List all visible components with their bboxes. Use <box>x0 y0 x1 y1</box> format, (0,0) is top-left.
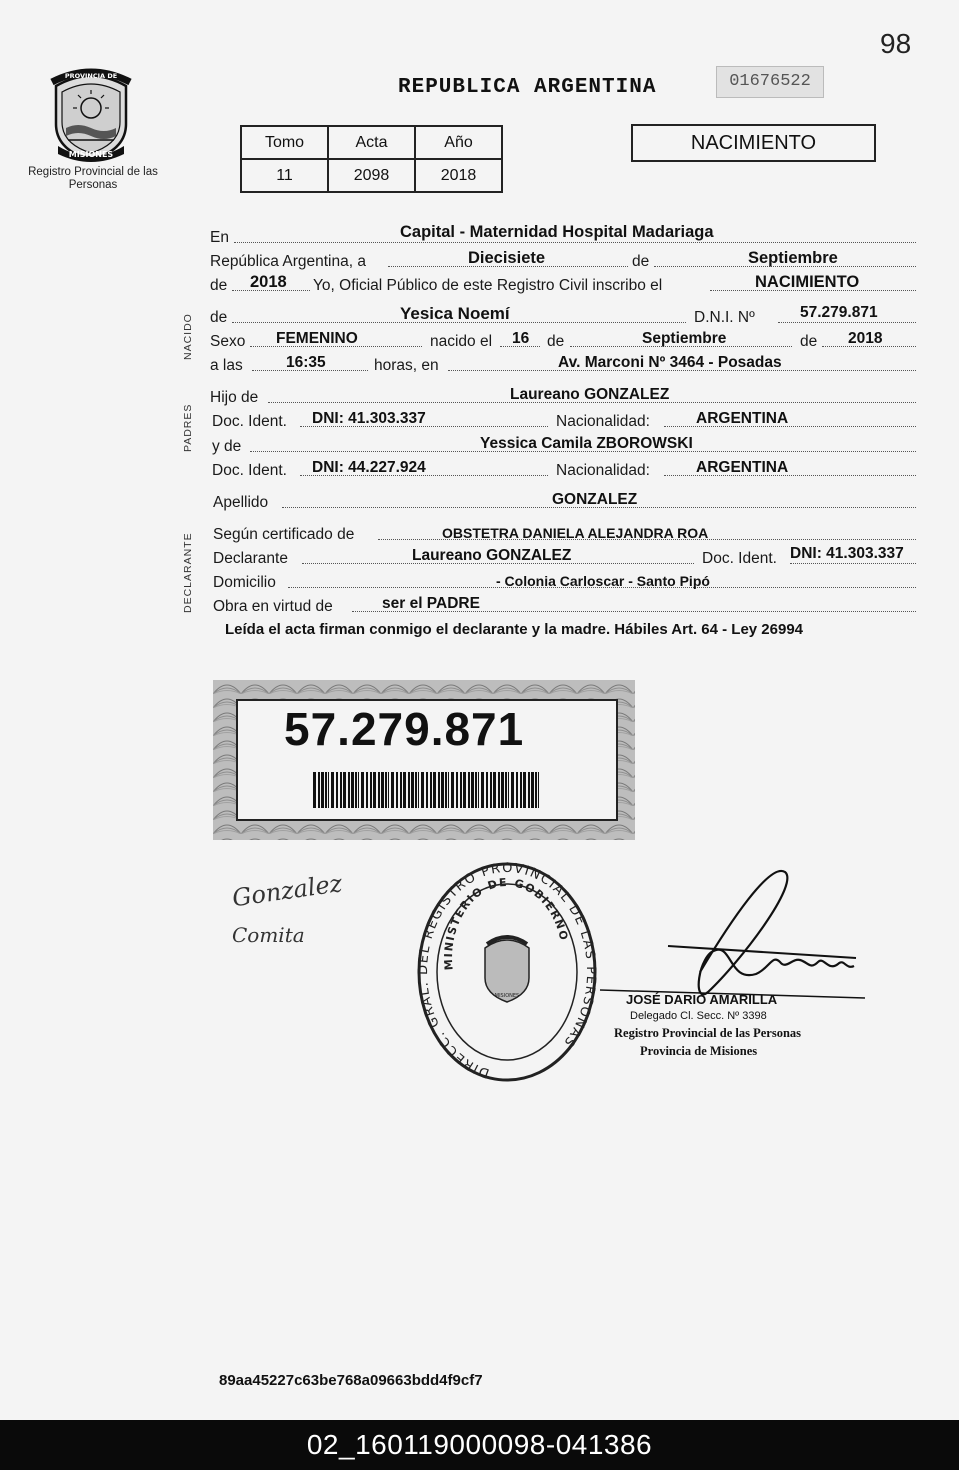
barcode-bar <box>438 772 440 808</box>
official-role: Delegado Cl. Secc. Nº 3398 <box>630 1010 767 1022</box>
label-obra: Obra en virtud de <box>213 598 333 615</box>
value-domicilio: - Colonia Carloscar - Santo Pipó <box>496 573 710 589</box>
barcode-bar <box>396 772 398 808</box>
row-hora <box>210 351 918 375</box>
barcode-bar <box>528 772 530 808</box>
barcode-bar <box>516 772 518 808</box>
label-de-anio: de <box>210 277 228 294</box>
barcode-bar <box>331 772 334 808</box>
row-padre-doc <box>210 407 918 431</box>
row-obra <box>210 592 918 616</box>
barcode-bar <box>441 772 444 808</box>
value-anio: 2018 <box>415 159 502 192</box>
barcode-bar <box>478 772 479 808</box>
barcode-bar <box>493 772 496 808</box>
value-lugar-inscripcion: Capital - Maternidad Hospital Madariaga <box>400 223 714 241</box>
barcode-bar <box>403 772 406 808</box>
label-republica: República Argentina, a <box>210 253 366 270</box>
act-type-box: NACIMIENTO <box>631 124 876 162</box>
section-label-declarante: DECLARANTE <box>182 532 194 613</box>
barcode-bar <box>355 772 357 808</box>
value-anio-inscripcion: 2018 <box>250 273 287 291</box>
barcode-bar <box>451 772 454 808</box>
barcode-bar <box>498 772 500 808</box>
value-madre-doc: DNI: 44.227.924 <box>312 459 426 476</box>
barcode-bar <box>481 772 484 808</box>
label-declarante: Declarante <box>213 550 288 567</box>
barcode-bar <box>361 772 364 808</box>
label-dni: D.N.I. Nº <box>694 309 755 326</box>
barcode-bar <box>340 772 342 808</box>
row-padre <box>210 383 918 407</box>
label-hijo-de: Hijo de <box>210 389 259 406</box>
barcode-bar <box>475 772 477 808</box>
value-dia: Diecisiete <box>468 249 546 267</box>
barcode-bar <box>523 772 526 808</box>
value-lugar-nacimiento: Av. Marconi Nº 3464 - Posadas <box>558 354 782 371</box>
registry-table <box>240 125 503 193</box>
label-de-nac-mes: de <box>547 333 565 350</box>
barcode-bar <box>328 772 329 808</box>
barcode-bar <box>445 772 447 808</box>
header-tomo: Tomo <box>241 126 328 159</box>
value-certificado: OBSTETRA DANIELA ALEJANDRA ROA <box>442 525 709 541</box>
barcode-bar <box>418 772 419 808</box>
label-nacido-el: nacido el <box>430 333 493 350</box>
barcode-bar <box>511 772 514 808</box>
label-nacionalidad-padre: Nacionalidad: <box>556 413 650 430</box>
value-hora: 16:35 <box>286 354 326 371</box>
header-acta: Acta <box>328 126 415 159</box>
barcode-bar <box>421 772 424 808</box>
barcode-bar <box>490 772 492 808</box>
label-doc-padre: Doc. Ident. <box>212 413 287 430</box>
barcode-bar <box>388 772 389 808</box>
official-name: JOSÉ DARIO AMARILLA <box>626 992 778 1007</box>
row-fecha <box>210 247 918 271</box>
barcode-bar <box>325 772 327 808</box>
serial-number: 01676522 <box>716 66 824 98</box>
barcode-bar <box>486 772 488 808</box>
dni-sticker-number: 57.279.871 <box>284 703 525 755</box>
row-sexo <box>210 327 918 351</box>
value-nac-anio: 2018 <box>848 330 883 347</box>
misiones-coat-of-arms-logo <box>48 66 134 162</box>
barcode-bar <box>318 772 320 808</box>
barcode-bar <box>538 772 539 808</box>
section-label-padres: PADRES <box>182 403 194 452</box>
label-doc-madre: Doc. Ident. <box>212 462 287 479</box>
barcode-bar <box>336 772 338 808</box>
handwriting-comita: Comita <box>232 923 305 947</box>
barcode-bar <box>463 772 466 808</box>
barcode-bar <box>385 772 387 808</box>
barcode-bar <box>373 772 376 808</box>
barcode-bar <box>321 772 324 808</box>
label-certificado: Según certificado de <box>213 526 355 543</box>
label-apellido: Apellido <box>213 494 269 511</box>
handwritten-signature-madre <box>228 862 348 952</box>
barcode-bar <box>370 772 372 808</box>
value-padre-nacionalidad: ARGENTINA <box>696 410 789 427</box>
value-mes: Septiembre <box>748 249 838 267</box>
official-signature <box>580 862 870 1012</box>
barcode-bar <box>343 772 346 808</box>
header-anio: Año <box>415 126 502 159</box>
barcode-bar <box>535 772 537 808</box>
row-apellido <box>210 488 918 512</box>
value-acta: 2098 <box>328 159 415 192</box>
logo-caption: Registro Provincial de las Personas <box>28 166 158 191</box>
label-de-nombre: de <box>210 309 228 326</box>
value-padre-doc: DNI: 41.303.337 <box>312 410 426 427</box>
document-hash: 89aa45227c63be768a09663bdd4f9cf7 <box>219 1372 483 1389</box>
official-seal-stamp <box>415 860 600 1085</box>
seal-outer-text: DIRECC. GRAL. DEL REGISTRO PROVINCIAL DE LAS PERSONAS <box>415 860 599 1081</box>
row-certificado <box>210 520 918 544</box>
barcode-bar <box>468 772 470 808</box>
label-sexo: Sexo <box>210 333 246 350</box>
value-madre: Yessica Camila ZBOROWSKI <box>480 435 693 452</box>
label-domicilio: Domicilio <box>213 574 276 591</box>
label-doc-declarante: Doc. Ident. <box>702 550 777 567</box>
label-a-las: a las <box>210 357 243 374</box>
barcode-bar <box>433 772 436 808</box>
barcode-bar <box>508 772 509 808</box>
value-padre: Laureano GONZALEZ <box>510 386 670 403</box>
value-nac-mes: Septiembre <box>642 330 727 347</box>
barcode-bar <box>358 772 359 808</box>
barcode-bar <box>426 772 428 808</box>
barcode-bar <box>408 772 410 808</box>
barcode-bar <box>520 772 522 808</box>
svg-text:MISIONES: MISIONES <box>68 150 114 159</box>
row-en <box>210 223 918 247</box>
barcode-bar <box>456 772 458 808</box>
footer-code: 02_160119000098-041386 <box>0 1420 959 1470</box>
label-en: En <box>210 229 229 246</box>
row-declarante <box>210 544 918 568</box>
value-nac-dia: 16 <box>512 330 530 347</box>
row-madre-doc <box>210 456 918 480</box>
barcode-bar <box>448 772 449 808</box>
value-inscribo: NACIMIENTO <box>755 273 860 291</box>
barcode-bar <box>505 772 507 808</box>
value-declarante: Laureano GONZALEZ <box>412 547 572 564</box>
barcode-bar <box>351 772 354 808</box>
barcode-bar <box>430 772 432 808</box>
section-label-nacido: NACIDO <box>182 313 194 360</box>
value-dni: 57.279.871 <box>800 304 878 321</box>
barcode-bar <box>348 772 350 808</box>
barcode-bar <box>501 772 504 808</box>
barcode-bar <box>471 772 474 808</box>
official-office: Registro Provincial de las Personas <box>614 1026 802 1040</box>
label-y-de: y de <box>212 438 242 455</box>
value-declarante-doc: DNI: 41.303.337 <box>790 545 904 562</box>
barcode-bar <box>531 772 534 808</box>
official-province: Provincia de Misiones <box>640 1044 758 1058</box>
label-horas-en: horas, en <box>374 357 439 374</box>
value-sexo: FEMENINO <box>276 330 358 347</box>
page-number: 98 <box>880 28 912 59</box>
value-madre-nacionalidad: ARGENTINA <box>696 459 789 476</box>
seal-inner-text: MINISTERIO DE GOBIERNO <box>441 875 571 971</box>
label-oficial: Yo, Oficial Público de este Registro Civil inscribo el <box>313 277 663 294</box>
value-nombre: Yesica Noemí <box>400 304 510 323</box>
row-oficial <box>210 271 918 295</box>
barcode-bar <box>378 772 380 808</box>
barcode-bar <box>391 772 394 808</box>
barcode-bar <box>400 772 402 808</box>
label-nacionalidad-madre: Nacionalidad: <box>556 462 650 479</box>
seal-center-text: MISIONES <box>494 993 520 999</box>
label-de-nac-anio: de <box>800 333 818 350</box>
legal-text: Leída el acta firman conmigo el declarante y la madre. Hábiles Art. 64 - Ley 26994 <box>225 621 804 638</box>
value-obra: ser el PADRE <box>382 595 480 612</box>
row-madre <box>210 432 918 456</box>
barcode-bar <box>415 772 417 808</box>
barcode-bar <box>411 772 414 808</box>
value-tomo: 11 <box>241 159 328 192</box>
barcode-bar <box>366 772 368 808</box>
svg-text:PROVINCIA DE: PROVINCIA DE <box>64 72 118 80</box>
row-nombre <box>210 303 918 327</box>
value-apellido: GONZALEZ <box>552 491 638 508</box>
barcode-bar <box>381 772 384 808</box>
document-title: REPUBLICA ARGENTINA <box>398 76 657 99</box>
barcode-bar <box>460 772 462 808</box>
barcode-bar <box>313 772 316 808</box>
label-de-mes: de <box>632 253 650 270</box>
handwriting-gonzalez: Gonzalez <box>230 869 344 913</box>
row-domicilio <box>210 568 918 592</box>
